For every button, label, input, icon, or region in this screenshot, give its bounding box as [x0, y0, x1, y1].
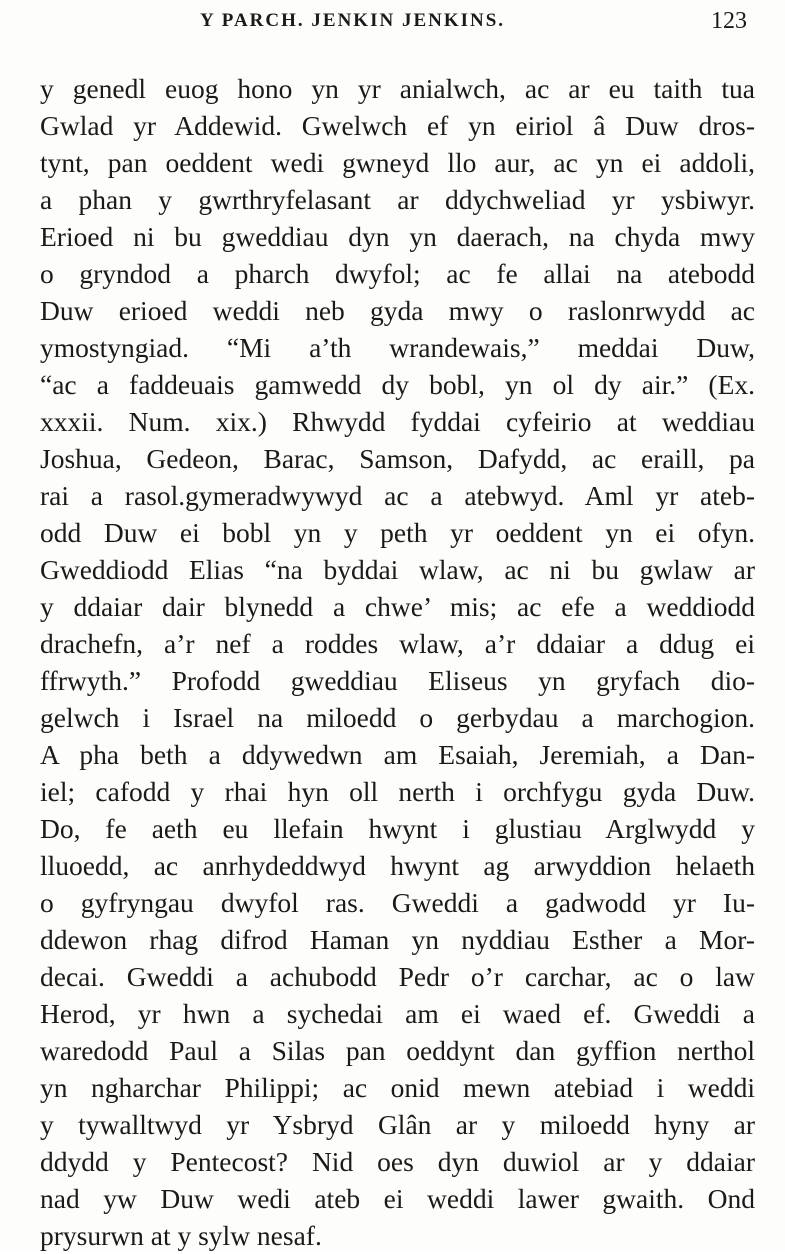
- running-head: [0, 8, 785, 38]
- text-line: ymostyngiad. “Mi a’th wrandewais,” meddai Duw,: [40, 332, 755, 363]
- text-line: ffrwyth.” Profodd gweddiau Eliseus yn gryfach dio-: [40, 665, 755, 696]
- text-line: waredodd Paul a Silas pan oeddynt dan gyffion nerthol: [40, 1035, 755, 1066]
- running-title: Y PARCH. JENKIN JENKINS.: [200, 10, 506, 31]
- text-line: Gweddiodd Elias “na byddai wlaw, ac ni bu gwlaw ar: [40, 554, 755, 585]
- text-line: odd Duw ei bobl yn y peth yr oeddent yn ei ofyn.: [40, 517, 755, 548]
- text-line: yn ngharchar Philippi; ac onid mewn atebiad i weddi: [40, 1072, 755, 1103]
- text-line: Gwlad yr Addewid. Gwelwch ef yn eiriol â Duw dros-: [40, 110, 755, 141]
- body-text: [40, 70, 755, 1254]
- text-line: a phan y gwrthryfelasant ar ddychweliad yr ysbiwyr.: [40, 184, 755, 215]
- text-line: drachefn, a’r nef a roddes wlaw, a’r ddaiar a ddug ei: [40, 628, 755, 659]
- text-line: decai. Gweddi a achubodd Pedr o’r carchar, ac o law: [40, 961, 755, 992]
- text-line: rai a rasol.gymeradwywyd ac a atebwyd. Aml yr ateb-: [40, 480, 755, 511]
- text-line: o gyfryngau dwyfol ras. Gweddi a gadwodd yr Iu-: [40, 887, 755, 918]
- text-line: lluoedd, ac anrhydeddwyd hwynt ag arwyddion helaeth: [40, 850, 755, 881]
- text-line: “ac a faddeuais gamwedd dy bobl, yn ol dy air.” (Ex.: [40, 369, 755, 400]
- page-number: 123: [711, 8, 747, 34]
- text-line: y ddaiar dair blynedd a chwe’ mis; ac efe a weddiodd: [40, 591, 755, 622]
- text-line: nad yw Duw wedi ateb ei weddi lawer gwaith. Ond: [40, 1183, 755, 1214]
- text-line: Duw erioed weddi neb gyda mwy o raslonrwydd ac: [40, 295, 755, 326]
- text-line: o gryndod a pharch dwyfol; ac fe allai na atebodd: [40, 258, 755, 289]
- text-line: iel; cafodd y rhai hyn oll nerth i orchfygu gyda Duw.: [40, 776, 755, 807]
- text-line: y tywalltwyd yr Ysbryd Glân ar y miloedd hyny ar: [40, 1109, 755, 1140]
- text-line: prysurwn at y sylw nesaf.: [40, 1220, 322, 1251]
- text-line: Joshua, Gedeon, Barac, Samson, Dafydd, ac eraill, pa: [40, 443, 755, 474]
- text-line: gelwch i Israel na miloedd o gerbydau a marchogion.: [40, 702, 755, 733]
- text-line: ddydd y Pentecost? Nid oes dyn duwiol ar y ddaiar: [40, 1146, 755, 1177]
- text-line: tynt, pan oeddent wedi gwneyd llo aur, ac yn ei addoli,: [40, 147, 755, 178]
- text-line: y genedl euog hono yn yr anialwch, ac ar eu taith tua: [40, 73, 755, 104]
- text-line: Do, fe aeth eu llefain hwynt i glustiau Arglwydd y: [40, 813, 755, 844]
- text-line: Erioed ni bu gweddiau dyn yn daerach, na chyda mwy: [40, 221, 755, 252]
- text-line: ddewon rhag difrod Haman yn nyddiau Esther a Mor-: [40, 924, 755, 955]
- text-line: Herod, yr hwn a sychedai am ei waed ef. Gweddi a: [40, 998, 755, 1029]
- text-line: A pha beth a ddywedwn am Esaiah, Jeremiah, a Dan-: [40, 739, 755, 770]
- text-line: xxxii. Num. xix.) Rhwydd fyddai cyfeirio at weddiau: [40, 406, 755, 437]
